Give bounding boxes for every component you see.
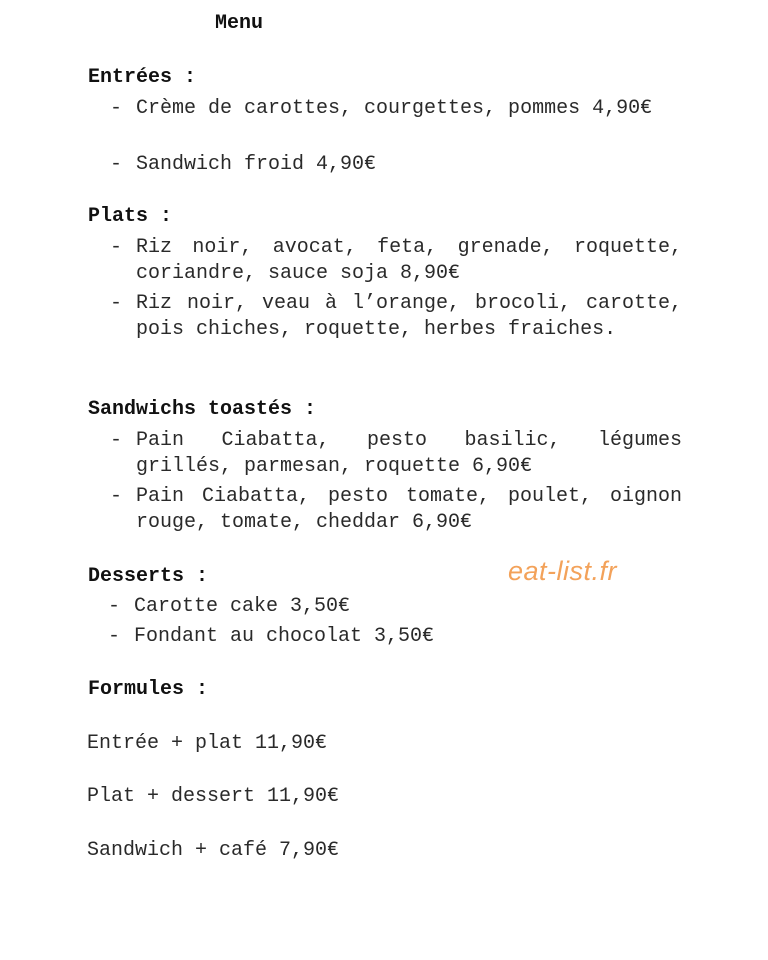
menu-item-text: Riz noir, veau à l’orange, brocoli, carotte, pois chiches, roquette, herbes fraiches. — [136, 292, 682, 341]
menu-item — [110, 96, 682, 122]
section-heading-sandwichs: Sandwichs toastés : — [88, 398, 317, 421]
bullet-dash: - — [110, 153, 123, 176]
eat-list-watermark: eat-list.fr — [508, 556, 618, 586]
menu-item-text: Sandwich froid 4,90€ — [136, 153, 377, 176]
section-heading-plats: Plats : — [88, 205, 173, 228]
menu-item-text: Riz noir, avocat, feta, grenade, roquette, coriandre, sauce soja 8,90€ — [136, 236, 682, 285]
menu-item-text: Carotte cake 3,50€ — [134, 595, 351, 618]
menu-item-text: Fondant au chocolat 3,50€ — [134, 625, 435, 648]
menu-item — [110, 428, 682, 480]
menu-item-text: Pain Ciabatta, pesto tomate, poulet, oignon rouge, tomate, cheddar 6,90€ — [136, 485, 682, 534]
bullet-dash: - — [110, 97, 123, 120]
menu-title: Menu — [215, 12, 264, 35]
formule-item: Plat + dessert 11,90€ — [87, 785, 340, 808]
section-heading-entrees: Entrées : — [88, 66, 197, 89]
menu-item-text: Crème de carottes, courgettes, pommes 4,90€ — [136, 97, 653, 120]
menu-item — [110, 291, 682, 343]
bullet-dash: - — [110, 429, 123, 452]
bullet-dash: - — [110, 236, 123, 259]
section-heading-formules: Formules : — [88, 678, 209, 701]
bullet-dash: - — [108, 595, 121, 618]
section-heading-desserts: Desserts : — [88, 565, 209, 588]
menu-item — [110, 152, 682, 178]
formule-item: Sandwich + café 7,90€ — [87, 839, 340, 862]
menu-item — [110, 484, 682, 536]
menu-item-text: Pain Ciabatta, pesto basilic, légumes grillés, parmesan, roquette 6,90€ — [136, 429, 682, 478]
menu-item — [110, 235, 682, 287]
bullet-dash: - — [108, 625, 121, 648]
bullet-dash: - — [110, 485, 123, 508]
bullet-dash: - — [110, 292, 123, 315]
formule-item: Entrée + plat 11,90€ — [87, 732, 328, 755]
menu-item — [108, 624, 680, 650]
menu-item — [108, 594, 680, 620]
